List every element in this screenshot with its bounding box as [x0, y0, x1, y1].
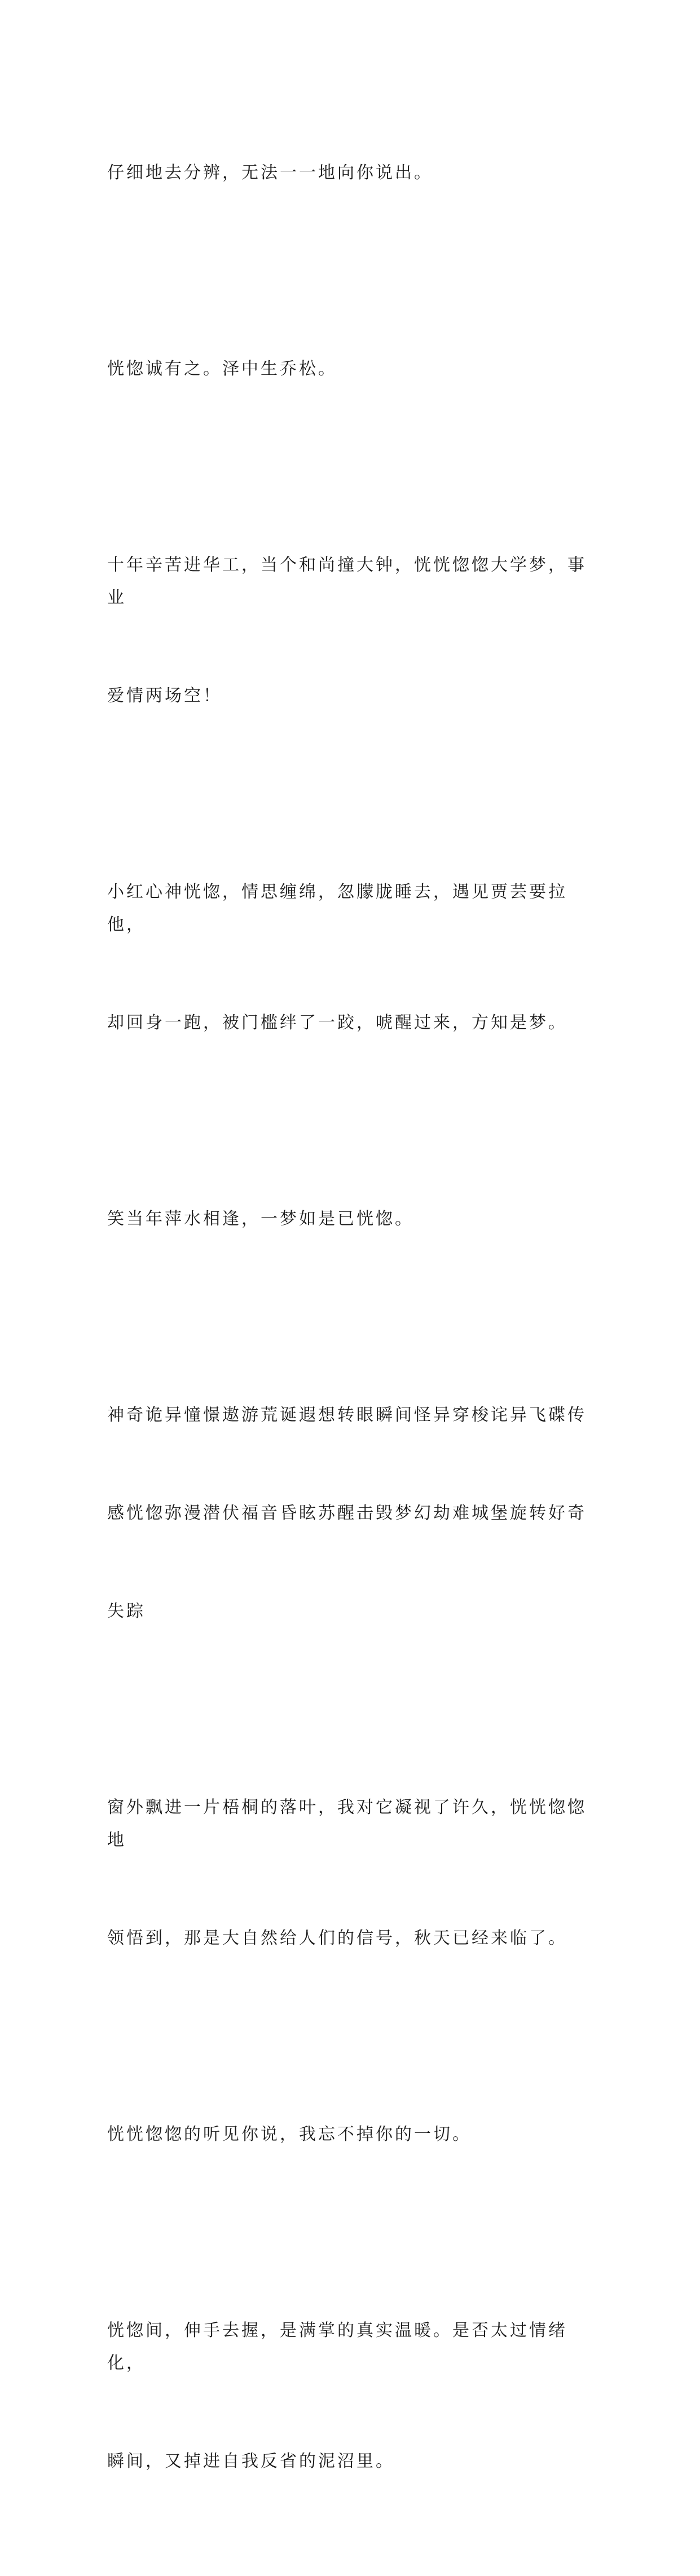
text-line: 恍惚间，伸手去握，是满掌的真实温暖。是否太过情绪化， [107, 2321, 567, 2373]
text-line: 恍恍惚惚的听见你说，我忘不掉你的一切。 [107, 2124, 472, 2144]
paragraph [107, 1137, 598, 1301]
text-line: 失踪 [107, 1601, 146, 1621]
paragraph [107, 287, 598, 451]
paragraph [107, 1334, 598, 1693]
text-line: 仔细地去分辨，无法一一地向你说出。 [107, 163, 433, 183]
paragraph [107, 2053, 598, 2216]
paragraph [107, 484, 598, 778]
text-line: 小红心神恍惚，情思缠绵，忽朦胧睡去，遇见贾芸要拉他， [107, 882, 567, 935]
text-line: 瞬间，又掉进自我反省的泥沼里。 [107, 2451, 395, 2471]
text-line: 十年辛苦进华工，当个和尚撞大钟，恍恍惚惚大学梦，事业 [107, 555, 587, 608]
text-line: 感恍惚弥漫潜伏福音昏眩苏醒击毁梦幻劫难城堡旋转好奇 [107, 1503, 587, 1523]
text-line: 恍惚诚有之。泽中生乔松。 [107, 359, 337, 379]
text-line: 爱情两场空！ [107, 686, 222, 706]
paragraph [107, 1726, 598, 2020]
text-line: 神奇诡异憧憬遨游荒诞遐想转眼瞬间怪异穿梭诧异飞碟传 [107, 1405, 587, 1425]
text-line: 却回身一跑，被门槛绊了一跤，唬醒过来，方知是梦。 [107, 1013, 567, 1033]
paragraph [107, 91, 598, 255]
document-body [107, 91, 598, 2576]
text-line: 领悟到，那是大自然给人们的信号，秋天已经来临了。 [107, 1928, 567, 1948]
paragraph [107, 2249, 598, 2543]
text-line: 窗外飘进一片梧桐的落叶，我对它凝视了许久，恍恍惚惚地 [107, 1798, 587, 1850]
paragraph [107, 811, 598, 1105]
text-line: 笑当年萍水相逢，一梦如是已恍惚。 [107, 1209, 414, 1229]
